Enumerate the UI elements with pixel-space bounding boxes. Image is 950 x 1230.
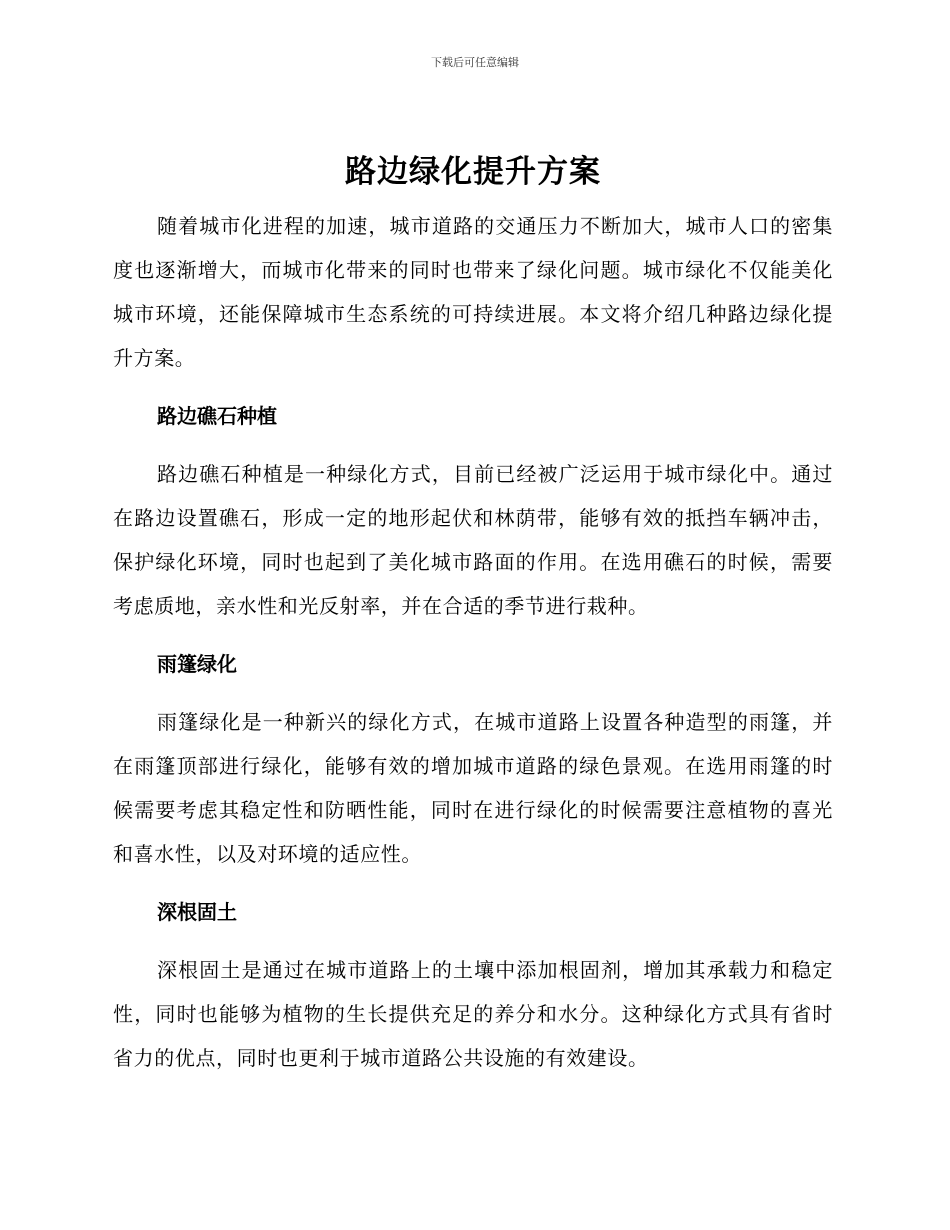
document-content <box>113 148 833 1080</box>
section-heading: 深根固土 <box>157 900 237 924</box>
header-note: 下载后可任意编辑 <box>431 56 519 69</box>
section-paragraph: 雨篷绿化是一种新兴的绿化方式，在城市道路上设置各种造型的雨篷，并在雨篷顶部进行绿化，能够有效的增加城市道路的绿色景观。在选用雨篷的时候需要考虑其稳定性和防晒性能，同时在进行绿化的时候需要注意植物的喜光和喜水性，以及对环境的适应性。 <box>113 710 833 866</box>
section-paragraph: 深根固土是通过在城市道路上的土壤中添加根固剂，增加其承载力和稳定性，同时也能够为植物的生长提供充足的养分和水分。这种绿化方式具有省时省力的优点，同时也更利于城市道路公共设施的有效建设。 <box>113 958 833 1070</box>
section-heading: 雨篷绿化 <box>157 652 237 676</box>
document-title: 路边绿化提升方案 <box>345 154 601 190</box>
section-heading: 路边礁石种植 <box>157 404 277 428</box>
section-paragraph: 路边礁石种植是一种绿化方式，目前已经被广泛运用于城市绿化中。通过在路边设置礁石，形成一定的地形起伏和林荫带，能够有效的抵挡车辆冲击，保护绿化环境，同时也起到了美化城市路面的作用。在选用礁石的时候，需要考虑质地，亲水性和光反射率，并在合适的季节进行栽种。 <box>113 462 833 618</box>
intro-paragraph: 随着城市化进程的加速，城市道路的交通压力不断加大，城市人口的密集度也逐渐增大，而城市化带来的同时也带来了绿化问题。城市绿化不仅能美化城市环境，还能保障城市生态系统的可持续进展。本文将介绍几种路边绿化提升方案。 <box>113 214 833 370</box>
